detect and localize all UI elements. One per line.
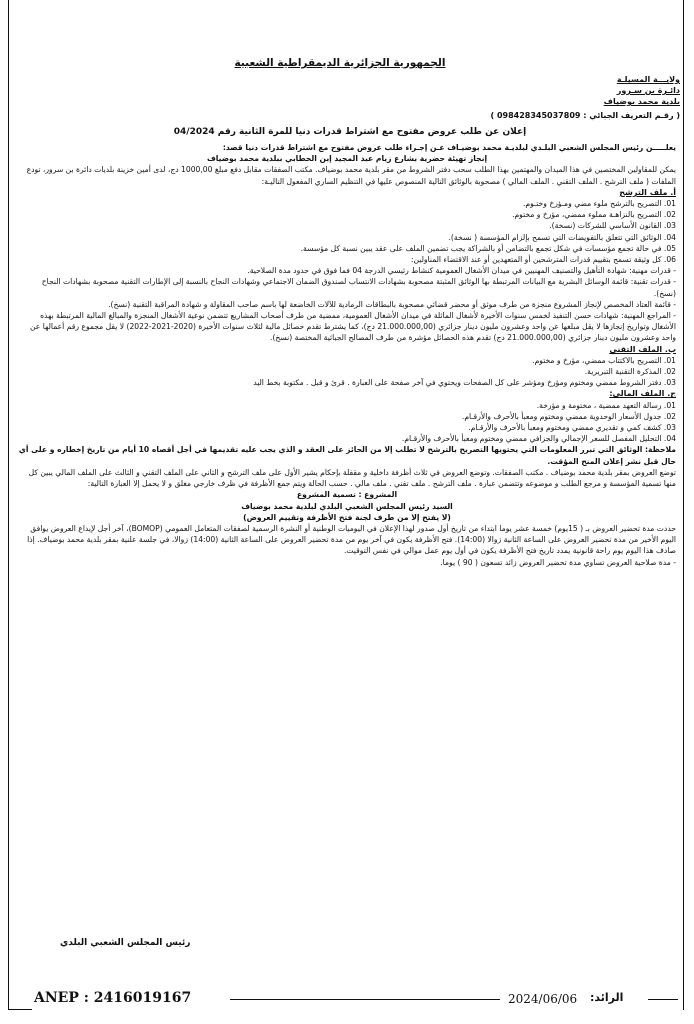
notice-intro: يعلـــــن رئيس المجلس الشعبي البلـدي لبلديـة محمد بوضيـاف عـن إجـراء طلب عروض مفتوح مع اشتراط قدرات دنيا قصد: (222, 143, 676, 152)
footer (0, 990, 694, 1014)
candidacy-item: 05. في حالة تجمع مؤسسات في شكل تجمع بالتضامن أو بالشراكة يجب تضمين الملف على عقد يبين نسبة كل مؤسسة. (300, 243, 676, 253)
financial-item: 01. رسالة التعهد ممضية ، مختومة و مؤرخة. (536, 400, 676, 410)
newspaper-label: الرائد: (590, 991, 624, 1004)
section-candidacy-title: أ. ملف الترشح (619, 187, 676, 197)
footer-rule-right (648, 999, 678, 1000)
candidacy-item: 02. التصريح بالنزاهـة مملوء ممضي، مؤرخ و مختوم. (512, 210, 676, 220)
technical-item: 02. المذكرة التقنية التبريرية. (584, 367, 676, 377)
candidacy-item: 03. القانون الأساسي للشركات (نسخة). (549, 221, 676, 231)
anep-reference: ANEP : 2416019167 (34, 990, 192, 1006)
section-technical-title: ب. الملف التقني (609, 344, 676, 354)
org-line: ولايـــة المسيلـة (616, 75, 680, 84)
financial-item: 04. التحليل المفصل للسعر الإجمالي والجزافي ممضي ومختوم ومعبأ بالأحرف والأرقـام. (401, 434, 676, 444)
footer-rule-left (8, 1009, 32, 1010)
financial-note: ملاحظة: الوثائق التي تبرر المعلومات التي يحتويها التصريح بالترشح لا تطلب إلا من الحائز على العقد و الذي يجب عليه تقديمها في أجل أقصاه 10 أيام من تاريخ إخطاره و على أي حال قبل نشر إعلان المنح المؤقت. (18, 445, 676, 466)
envelope-title: المشروع : تسمية المشروع (296, 490, 398, 500)
financial-item: 03. كشف كمي و تقديري ممضي ومختوم ومعبأ بالأحرف والأرقـام. (468, 423, 676, 433)
capacity-item: - قدرات مهنية: شهادة التأهيل والتصنيف المهنيين في ميدان الأشغال العمومية كنشاط رئيسي الدرجة 04 فما فوق في حدود مدة الصلاحية. (247, 266, 676, 276)
republic-header: الجمهورية الجزائرية الديمقراطية الشعبية (234, 57, 446, 69)
capacity-item: - قائمة العتاد المخصص لإنجاز المشروع منجزة من طرف موثق أو محضر قضائي مصحوبة بالبطاقات الرمادية للآلات الخاضعة لها باسم صاحب المقاولة و شهادة المراقبة التقنية (نسخ). (108, 299, 676, 309)
submission-text: توضع العروض بمقر بلدية محمد بوضياف . مكتب الصفقات. وتوضع العروض في ثلاث أظرفة داخلية و مقفلة بإحكام يشير الأول على ملف الترشح و الثاني على الملف التقني و الثالث على الملف المالي يبين كل منها تسمية المؤسسة و مرجع الطلب و موضوعه وتتضمن عبارة . ملف الترشح . ملف تقني . ملف مالي . حسب الحالة ويتم جمع الأظرفة في ظرف خارجي مغلق و لا يحمل إلا العبارة التالية: (28, 467, 676, 489)
notice-paragraph: يمكن للمقاولين المختصين في هذا الميدان والمهتمين بهذا الطلب سحب دفتر الشروط من مقر بلدية محمد بوضياف. مكتب الصفقات مقابل دفع مبلغ 1000,00 دج، لدى أمين خزينة بلديات دائرة بن سرور، تودع الملفات ( ملف الترشح . الملف التقني . الملف المالي ) مصحوبة بالوثائق التالية المنصوص عليها في التنظيم الساري المفعول التاليـة: (26, 165, 676, 186)
candidacy-item: 04. الوثائق التي تتعلق بالتفويضات التي تسمح بإلزام المؤسسة ( نسخة). (448, 232, 676, 242)
candidacy-item: 06. كل وثيقة تسمح بتقييم قدرات المترشحين أو المتعهدين أو عند الاقتضاء المناولين: (410, 255, 676, 265)
envelope-warning: (لا يفتح إلا من طرف لجنة فتح الأظرفة وتقييم العروض) (243, 512, 451, 522)
financial-item: 02. جدول الأسعار الوحدوية ممضي ومختوم ومعبأ بالأحرف والأرقـام. (461, 411, 676, 421)
closing-text: حددت مدة تحضير العروض بـ ( 15يوم) خمسة عشر يوما ابتداء من تاريخ أول صدور لهذا الإعلان في اليوميات الوطنية أو النشرة الرسمية لصفقات المتعامل العمومي (BOMOP)، آخر أجل لإيداع العروض يوافق اليوم الأخير من مدة تحضير العروض على الساعة الثانية زوالا (14:00). فتح الأظرفة يكون في آخر يوم من مدة تحضير العروض على الساعة الثانية (14:00) زوالا، في جلسة علنية بمقر بلدية محمد بوضياف. إذا صادف هذا اليوم يوم راحة قانونية يمدد تاريخ فتح الأظرفة يكون في أول يوم عمل موالي في نفس التوقيت. (27, 523, 676, 556)
section-financial-title: ج. الملف المالي: (609, 389, 676, 399)
technical-item: 03. دفتر الشروط ممضي ومختوم ومؤرخ ومؤشر على كل الصفحات ويحتوي في آخر صفحة على العبارة . قرئ و قبل . مكتوبة بخط اليد (253, 378, 676, 388)
org-line: دائـرة بن سـرور (616, 86, 680, 95)
signature-block: رئيس المجلس الشعبي البلدي (60, 938, 191, 948)
technical-item: 01. التصريح بالاكتتاب ممضي، مؤرخ و مختوم. (532, 355, 676, 365)
page-border-left (8, 0, 9, 1010)
issuing-authority (460, 74, 680, 107)
fiscal-id: ( رقـم التعريف الجبائي : 098428345037809 ) (490, 111, 680, 120)
capacity-item: - قدرات تقنية: قائمة الوسائل البشرية مع البيانات المرتبطة بها الوثائق المثبتة مصحوبة بشهادات الانتساب لصندوق الضمان الاجتماعي وشهادات النجاح بالنسبة إلى الإطارات التقنية مصحوبة بشهادات النجاح (نسخ). (41, 277, 676, 298)
org-line: بلدية محمد بوضياف (603, 97, 680, 106)
envelope-address: السيد رئيس المجلس الشعبي البلدي لبلدية محمد بوضياف (241, 501, 453, 511)
footer-rule (230, 999, 500, 1000)
candidacy-item: 01. التصريح بالترشح ملوء مضي ومـؤرخ وختـوم. (523, 199, 676, 209)
project-object: إنجاز تهيئة حضرية بشارع زيام عبد المجيد إبن الحطابي ببلدية محمد بوضياف (206, 154, 488, 164)
capacity-item: - المراجع المهنية: شهادات حسن التنفيذ لخمس سنوات الأخيرة لأشغال الماثلة في ميدان الأشغال العمومية، ممضية من طرف أصحاب المشاريع تتضمن نوعية الأشغال المنجزة والمبالغ المالية المرتبطة بهذه الأشغال وتواريخ إنجازها لا يقل مبلغها عن واحد وعشرون مليون دينار جزائري (21.000.000,00 دج)، كما يشترط تقدم حصائل مالية لثلاث سنوات الأخيرة (2020-2021-2022) لا يقل مجموع رقم أعمالها عن واحد وعشرون مليون دينار جزائري (21.000.000,00 دج) تقدم هذه الحصائل مؤشرة من طرف المصالح الجبائية المختصة (نسخ). (30, 311, 676, 343)
notice-title: إعلان عن طلب عروض مفتوح مع اشتراط قدرات دنيا للمرة الثانية رقم 04/2024 (173, 127, 527, 137)
publication-date: 2024/06/06 (508, 992, 578, 1006)
validity-text: - مدة صلاحية العروض تساوي مدة تحضير العروض زائد تسعون ( 90 ) يوما. (440, 557, 676, 567)
notice-body (18, 142, 676, 568)
page-border-right (683, 0, 684, 1010)
